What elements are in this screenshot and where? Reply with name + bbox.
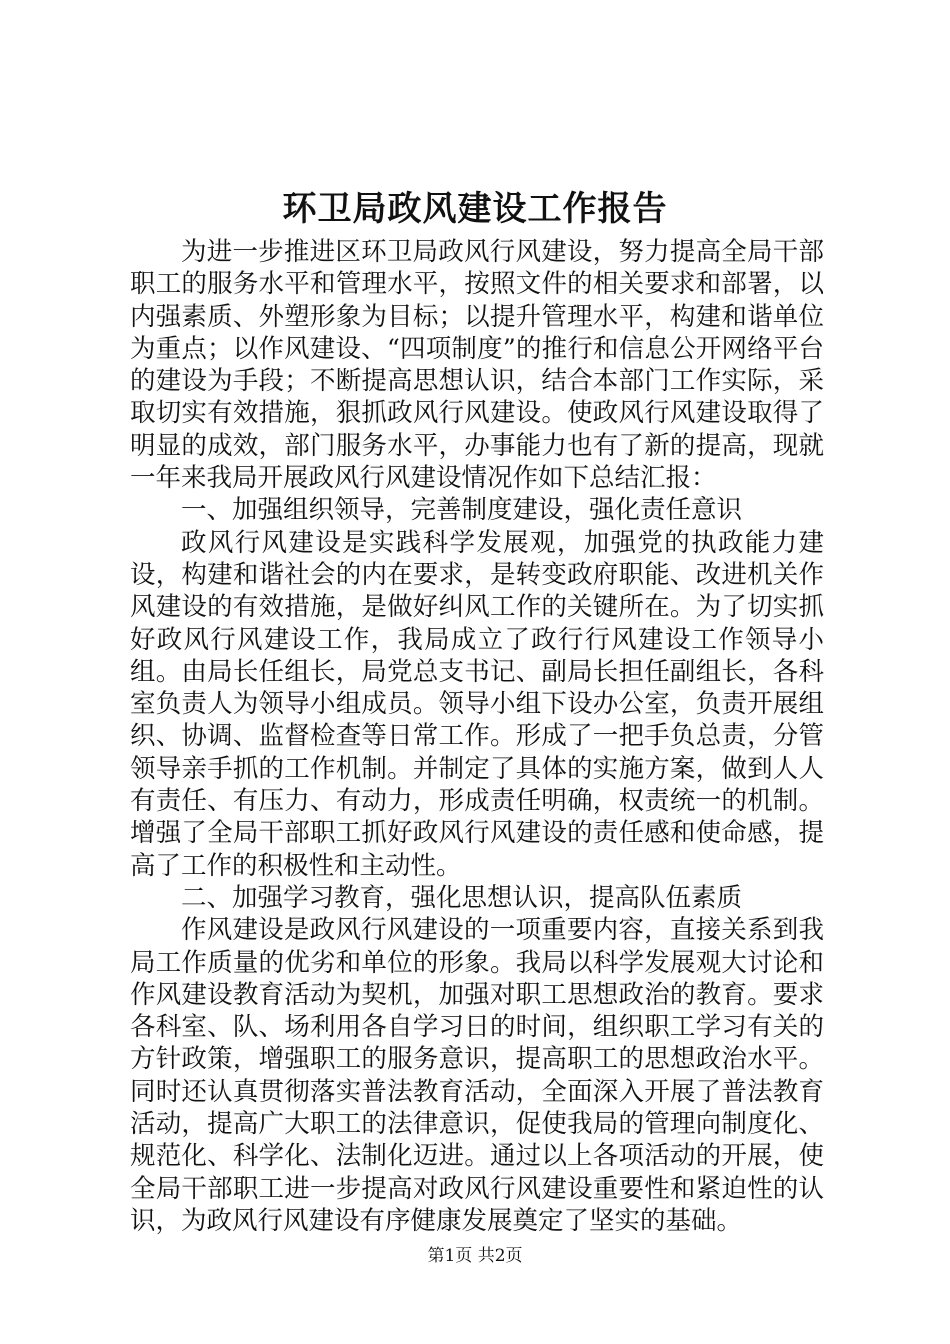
- section-1-paragraph: 政风行风建设是实践科学发展观，加强党的执政能力建设，构建和谐社会的内在要求，是转变政府职能、改进机关作风建设的有效措施，是做好纠风工作的关键所在。为了切实抓好政风行风建设工作，我局成立了政行行风建设工作领导小组。由局长任组长，局党总支书记、副局长担任副组长，各科室负责人为领导小组成员。领导小组下设办公室，负责开展组织、协调、监督检查等日常工作。形成了一把手负总责，分管领导亲手抓的工作机制。并制定了具体的实施方案，做到人人有责任、有压力、有动力，形成责任明确，权责统一的机制。增强了全局干部职工抓好政风行风建设的责任感和使命感，提高了工作的积极性和主动性。: [130, 527, 824, 881]
- page-footer: 第1页 共2页: [427, 1246, 523, 1266]
- document-title: 环卫局政风建设工作报告: [282, 189, 668, 229]
- section-heading-2: 二、加强学习教育，强化思想认识，提高队伍素质: [181, 882, 743, 913]
- section-2-paragraph: 作风建设是政风行风建设的一项重要内容，直接关系到我局工作质量的优劣和单位的形象。我局以科学发展观大讨论和作风建设教育活动为契机，加强对职工思想政治的教育。要求各科室、队、场利用各自学习日的时间，组织职工学习有关的方针政策，增强职工的服务意识，提高职工的思想政治水平。同时还认真贯彻落实普法教育活动，全面深入开展了普法教育活动，提高广大职工的法律意识，促使我局的管理向制度化、规范化、科学化、法制化迈进。通过以上各项活动的开展，使全局干部职工进一步提高对政风行风建设重要性和紧迫性的认识，为政风行风建设有序健康发展奠定了坚实的基础。: [130, 915, 824, 1236]
- document-body: [130, 236, 824, 1237]
- section-heading-1: 一、加强组织领导，完善制度建设，强化责任意识: [181, 495, 743, 526]
- intro-paragraph: 为进一步推进区环卫局政风行风建设，努力提高全局干部职工的服务水平和管理水平，按照文件的相关要求和部署，以内强素质、外塑形象为目标；以提升管理水平，构建和谐单位为重点；以作风建设、“四项制度”的推行和信息公开网络平台的建设为手段；不断提高思想认识，结合本部门工作实际，采取切实有效措施，狠抓政风行风建设。使政风行风建设取得了明显的成效，部门服务水平，办事能力也有了新的提高，现就一年来我局开展政风行风建设情况作如下总结汇报：: [130, 237, 824, 494]
